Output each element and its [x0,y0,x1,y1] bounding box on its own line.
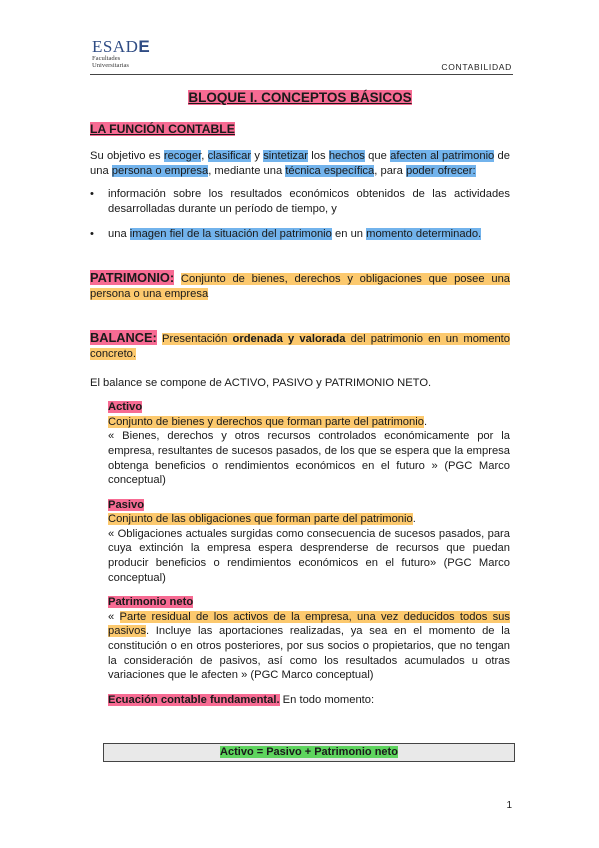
patrimonio-neto-quote: « Parte residual de los activos de la empresa, una vez deducidos todos sus pasivos. Incluye las aportaciones realizadas, ya sea en el momento de la constitución o en otros posteriores, por sus socios o propietarios, que no tengan la consideración de pasivos, así como los resultados acumulados u otras variaciones que le afecten » (PGC Marco conceptual) [108,610,510,682]
logo-subtitle-line2: Universitarias [92,62,129,69]
activo-quote: « Bienes, derechos y otros recursos controlados económicamente por la empresa, resultantes de sucesos pasados, de los que se espera que la empresa obtenga beneficios o rendimientos económicos en el futuro » (PGC Marco conceptual) [108,430,510,487]
bullet-icon: • [90,227,94,240]
logo-wordmark: ESADE [92,37,151,56]
balance-composition: El balance se compone de ACTIVO, PASIVO y PATRIMONIO NETO. [90,376,432,389]
list-item: • información sobre los resultados económicos obtenidos de las actividades desarrolladas durante un período de tiempo, y [90,188,510,215]
header-course-label: CONTABILIDAD [441,62,512,72]
balance-term: BALANCE: [90,330,157,346]
patrimonio-neto-block [108,595,510,683]
pasivo-definition: Conjunto de las obligaciones que forman parte del patrimonio. [108,513,416,526]
page-title: BLOQUE I. CONCEPTOS BÁSICOS [188,90,412,105]
formula-box [103,743,515,762]
funcion-bullet-list [90,187,510,241]
pasivo-quote: « Obligaciones actuales surgidas como consecuencia de sucesos pasados, para cuya extinción la empresa espera desprenderse de recursos que puedan producir beneficios o rendimientos económicos en el futuro» (PGC Marco conceptual) [108,527,510,584]
patrimonio-definition: PATRIMONIO: Conjunto de bienes, derechos y obligaciones que posee una persona o una empresa [90,270,511,300]
balance-definition: BALANCE: Presentación ordenada y valorada del patrimonio en un momento concreto. [90,330,511,360]
esade-logo [92,38,172,69]
activo-definition: Conjunto de bienes y derechos que forman parte del patrimonio. [108,415,428,428]
funcion-intro-paragraph: Su objetivo es recoger, clasificar y sintetizar los hechos que afecten al patrimonio de una persona o empresa, mediante una técnica específica, para poder ofrecer: [90,150,510,177]
bullet-icon: • [90,188,94,201]
patrimonio-term: PATRIMONIO: [90,270,175,286]
pasivo-heading: Pasivo [108,498,145,511]
page-number: 1 [506,800,512,811]
formula-text: Activo = Pasivo + Patrimonio neto [220,746,398,758]
ecuacion-line: Ecuación contable fundamental. En todo momento: [108,693,375,706]
header-divider [90,74,513,75]
logo-subtitle-line1: Facultades [92,55,121,62]
activo-heading: Activo [108,401,143,414]
ecuacion-heading: Ecuación contable fundamental. [108,693,280,706]
section-title-funcion-contable: LA FUNCIÓN CONTABLE [90,121,235,136]
activo-block [108,400,510,488]
pasivo-block [108,498,510,586]
page-content [90,89,510,707]
list-item: • una imagen fiel de la situación del patrimonio en un momento determinado. [90,227,482,240]
patrimonio-neto-heading: Patrimonio neto [108,596,194,609]
